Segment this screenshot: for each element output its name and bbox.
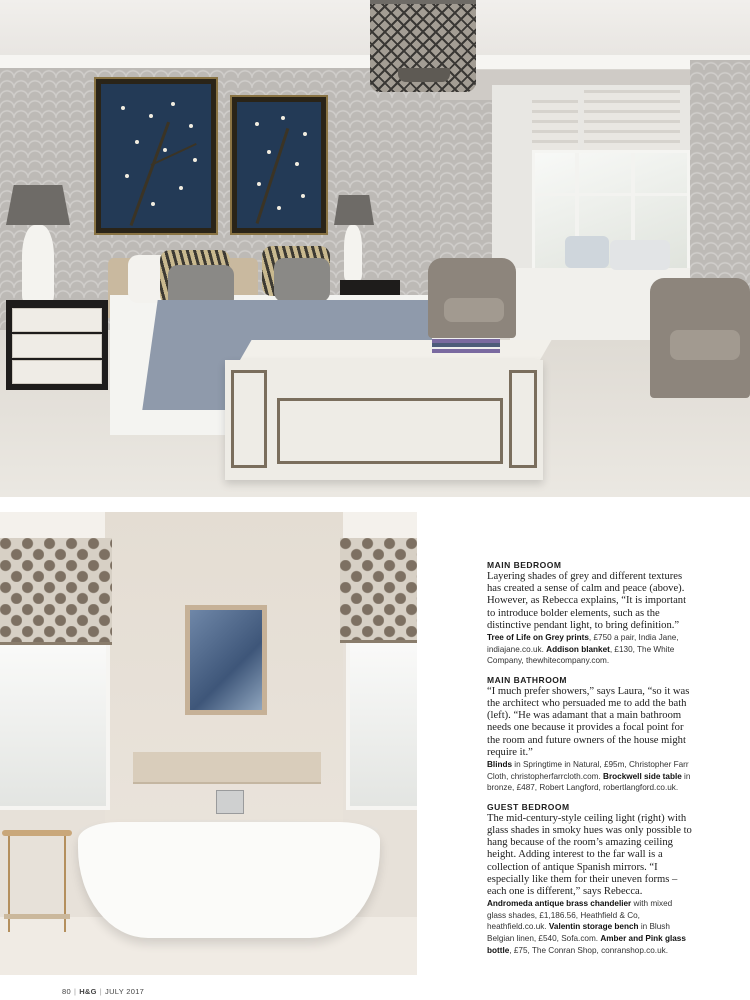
seat-cushion xyxy=(610,240,670,270)
product-name: Amber and Pink glass bottle xyxy=(487,934,686,955)
grey-cushion xyxy=(274,258,330,302)
nightstand-left xyxy=(6,300,108,390)
footer-separator: | xyxy=(99,987,103,996)
product-name: Brockwell side table xyxy=(603,771,682,781)
bathroom-window-right xyxy=(346,630,417,810)
product-detail: , £750 a pair, India Jane, indiajane.co.uk. xyxy=(487,633,679,654)
bathroom-window-left xyxy=(0,632,110,810)
caption-main-bedroom xyxy=(487,560,692,667)
product-credits xyxy=(487,898,692,956)
section-body: “I much prefer showers,” says Laura, “so it was the architect who persuaded me to add the bath (left). “He was adamant that a main bathroom needs one because it provides a focal point for the room and future owners of the house might require it.” xyxy=(487,685,690,758)
product-detail: with mixed glass shades, £1,186.56, Heathfield & Co, heathfield.co.uk. xyxy=(487,899,673,932)
section-heading: MAIN BEDROOM xyxy=(487,560,562,570)
table-lamp-base xyxy=(22,225,54,303)
product-credits xyxy=(487,759,692,794)
bath-mixer-tap xyxy=(216,790,244,814)
seat-cushion xyxy=(565,236,609,268)
brockwell-side-table xyxy=(2,830,72,938)
page-footer xyxy=(62,987,144,996)
issue-date: JULY 2017 xyxy=(105,987,145,996)
magazine-name: H&G xyxy=(79,987,97,996)
product-detail: , £75, The Conran Shop, conranshop.co.uk. xyxy=(509,945,668,955)
table-lamp-base xyxy=(344,225,362,280)
velvet-armchair xyxy=(428,258,516,338)
footer-separator: | xyxy=(73,987,77,996)
section-heading: MAIN BATHROOM xyxy=(487,674,567,685)
product-detail: in bronze, £487, Robert Langford, robertlangford.co.uk. xyxy=(487,771,691,793)
product-name: Tree of Life on Grey prints xyxy=(487,633,589,643)
velvet-armchair xyxy=(650,278,750,398)
product-credits xyxy=(487,632,692,667)
section-body: Layering shades of grey and different textures has created a sense of calm and peace (above). However, as Rebecca explains, “It is important to introduce bolder elements, such as the distinctive pendant light, to bring definition.” xyxy=(487,571,687,631)
table-lamp-shade xyxy=(6,185,70,225)
main-bedroom-photo xyxy=(0,0,750,497)
product-name: Blinds xyxy=(487,760,513,770)
patterned-blind-left xyxy=(0,538,112,645)
section-body: The mid-century-style ceiling light (right) with glass shades in smoky hues was only possible to hang because of the room’s amazing ceiling height. Adding interest to the far wall is a collection of antique Spanish mirrors. “I especially like them for their uneven forms – each one is different,” says Rebecca. xyxy=(487,812,692,898)
freestanding-bathtub xyxy=(78,822,380,938)
product-name: Addison blanket xyxy=(546,644,610,654)
pendant-light-shade xyxy=(398,68,450,82)
framed-painting xyxy=(185,605,267,715)
wall-niche xyxy=(133,752,321,784)
main-bathroom-photo xyxy=(0,512,417,975)
patterned-blind-right xyxy=(340,538,417,643)
upholstered-bench xyxy=(225,360,543,480)
page-number: 80 xyxy=(62,987,71,996)
product-detail: in Blush Belgian linen, £540, Sofa.com. xyxy=(487,922,670,943)
table-lamp-shade xyxy=(334,195,374,225)
captions-column xyxy=(487,560,692,964)
product-name: Valentin storage bench xyxy=(548,922,639,932)
roman-blind xyxy=(584,90,680,155)
section-heading: GUEST BEDROOM xyxy=(487,801,570,812)
product-name: Andromeda antique brass chandelier xyxy=(487,899,632,909)
caption-main-bathroom xyxy=(487,675,692,794)
product-detail: , £130, The White Company, thewhitecompany.com. xyxy=(487,644,675,666)
product-detail: in Springtime in Natural, £95m, Christopher Farr Cloth, christopherfarrcloth.com. xyxy=(487,760,689,781)
tree-of-life-print-left xyxy=(94,77,218,235)
tree-of-life-print-right xyxy=(230,95,328,235)
caption-guest-bedroom xyxy=(487,802,692,956)
